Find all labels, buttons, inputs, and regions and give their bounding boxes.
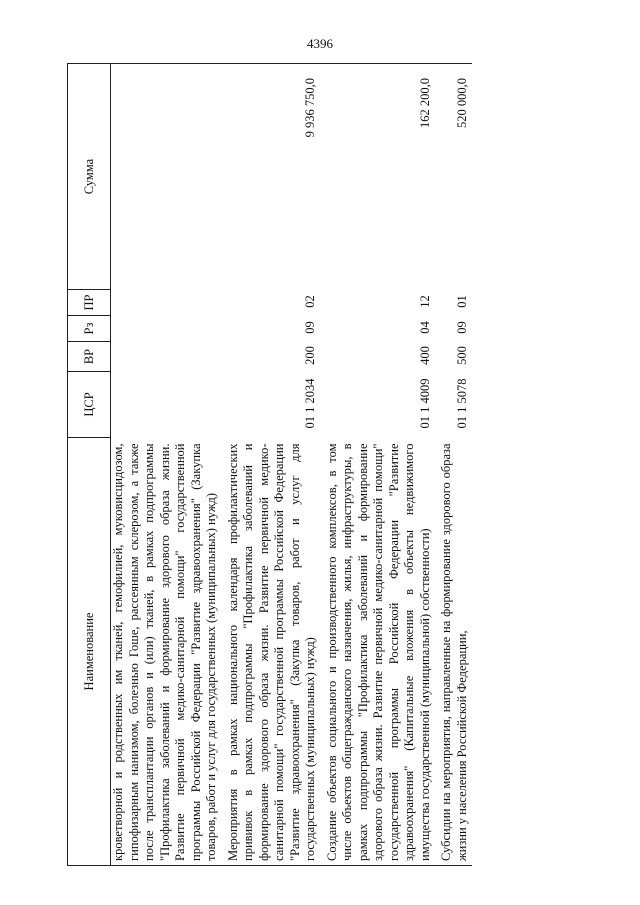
row-vr: 200 (303, 346, 317, 365)
row-name: Субсидии на мероприятия, направленные на формирование здорового образа жизни у населения Российской Федерации, (435, 438, 472, 866)
header-vr: ВР (68, 342, 111, 372)
row-vr: 500 (454, 346, 469, 365)
table-row (321, 64, 436, 866)
row-rz: 09 (454, 321, 469, 334)
page-number: 4396 (307, 36, 333, 51)
header-sum: Сумма (68, 64, 111, 290)
row-rz: 09 (303, 321, 317, 334)
row-rz (111, 316, 222, 342)
table-row (222, 64, 321, 866)
row-pr: 12 (417, 295, 432, 308)
row-vr (111, 342, 222, 372)
row-rz: 04 (417, 321, 432, 334)
row-csr: 01 1 2034 (303, 378, 317, 429)
header-pr: ПР (68, 290, 111, 316)
budget-table (67, 63, 472, 866)
row-name: кроветворной и родственных им тканей, гемофилией, муковисцидозом, гипофизарным нанизмом, болезнью Гоше, рассеянным склерозом, а также после трансплантации органов и (или) тканей, в рамках подпрограммы "Профилактика заболеваний и формирование здорового образа жизни. Развитие первичной медико-санитарной помощи" государственной программы Российской Федерации "Развитие здравоохранения" (Закупка товаров, работ и услуг для государственных (муниципальных) нужд) (111, 438, 222, 866)
table-row (435, 64, 472, 866)
header-rz: Рз (68, 316, 111, 342)
table-header-row (68, 64, 111, 866)
row-name: Мероприятия в рамках национального календаря профилактических прививок в рамках подпрограммы "Профилактика заболеваний и формирование здорового образа жизни. Развитие первичной медико-санитарной помощи" государственной программы Российской Федерации "Развитие здравоохранения" (Закупка товаров, работ и услуг для государственных (муниципальных) нужд) (222, 438, 321, 866)
header-name: Наименование (68, 438, 111, 866)
row-csr (111, 372, 222, 438)
row-sum: 520 000,0 (435, 64, 472, 290)
row-sum (111, 64, 222, 290)
row-sum: 9 936 750,0 (222, 64, 321, 290)
row-csr: 01 1 4009 (417, 378, 432, 429)
row-csr: 01 1 5078 (454, 378, 469, 429)
row-pr: 01 (454, 295, 469, 308)
row-pr (111, 290, 222, 316)
row-pr: 02 (303, 295, 317, 308)
row-name: Создание объектов социального и производственного комплексов, в том числе объектов общегражданского назначения, жилья, инфраструктуры, в рамках подпрограммы "Профилактика заболеваний и формирование здорового образа жизни. Развитие первичной медико-санитарной помощи" государственной программы Российской Федерации "Развитие здравоохранения" (Капитальные вложения в объекты недвижимого имущества государственной (муниципальной) собственности) (321, 438, 436, 866)
table-row (111, 64, 222, 866)
row-sum: 162 200,0 (321, 64, 436, 290)
row-vr: 400 (417, 346, 432, 365)
header-csr: ЦСР (68, 372, 111, 438)
rotated-page (67, 64, 583, 866)
